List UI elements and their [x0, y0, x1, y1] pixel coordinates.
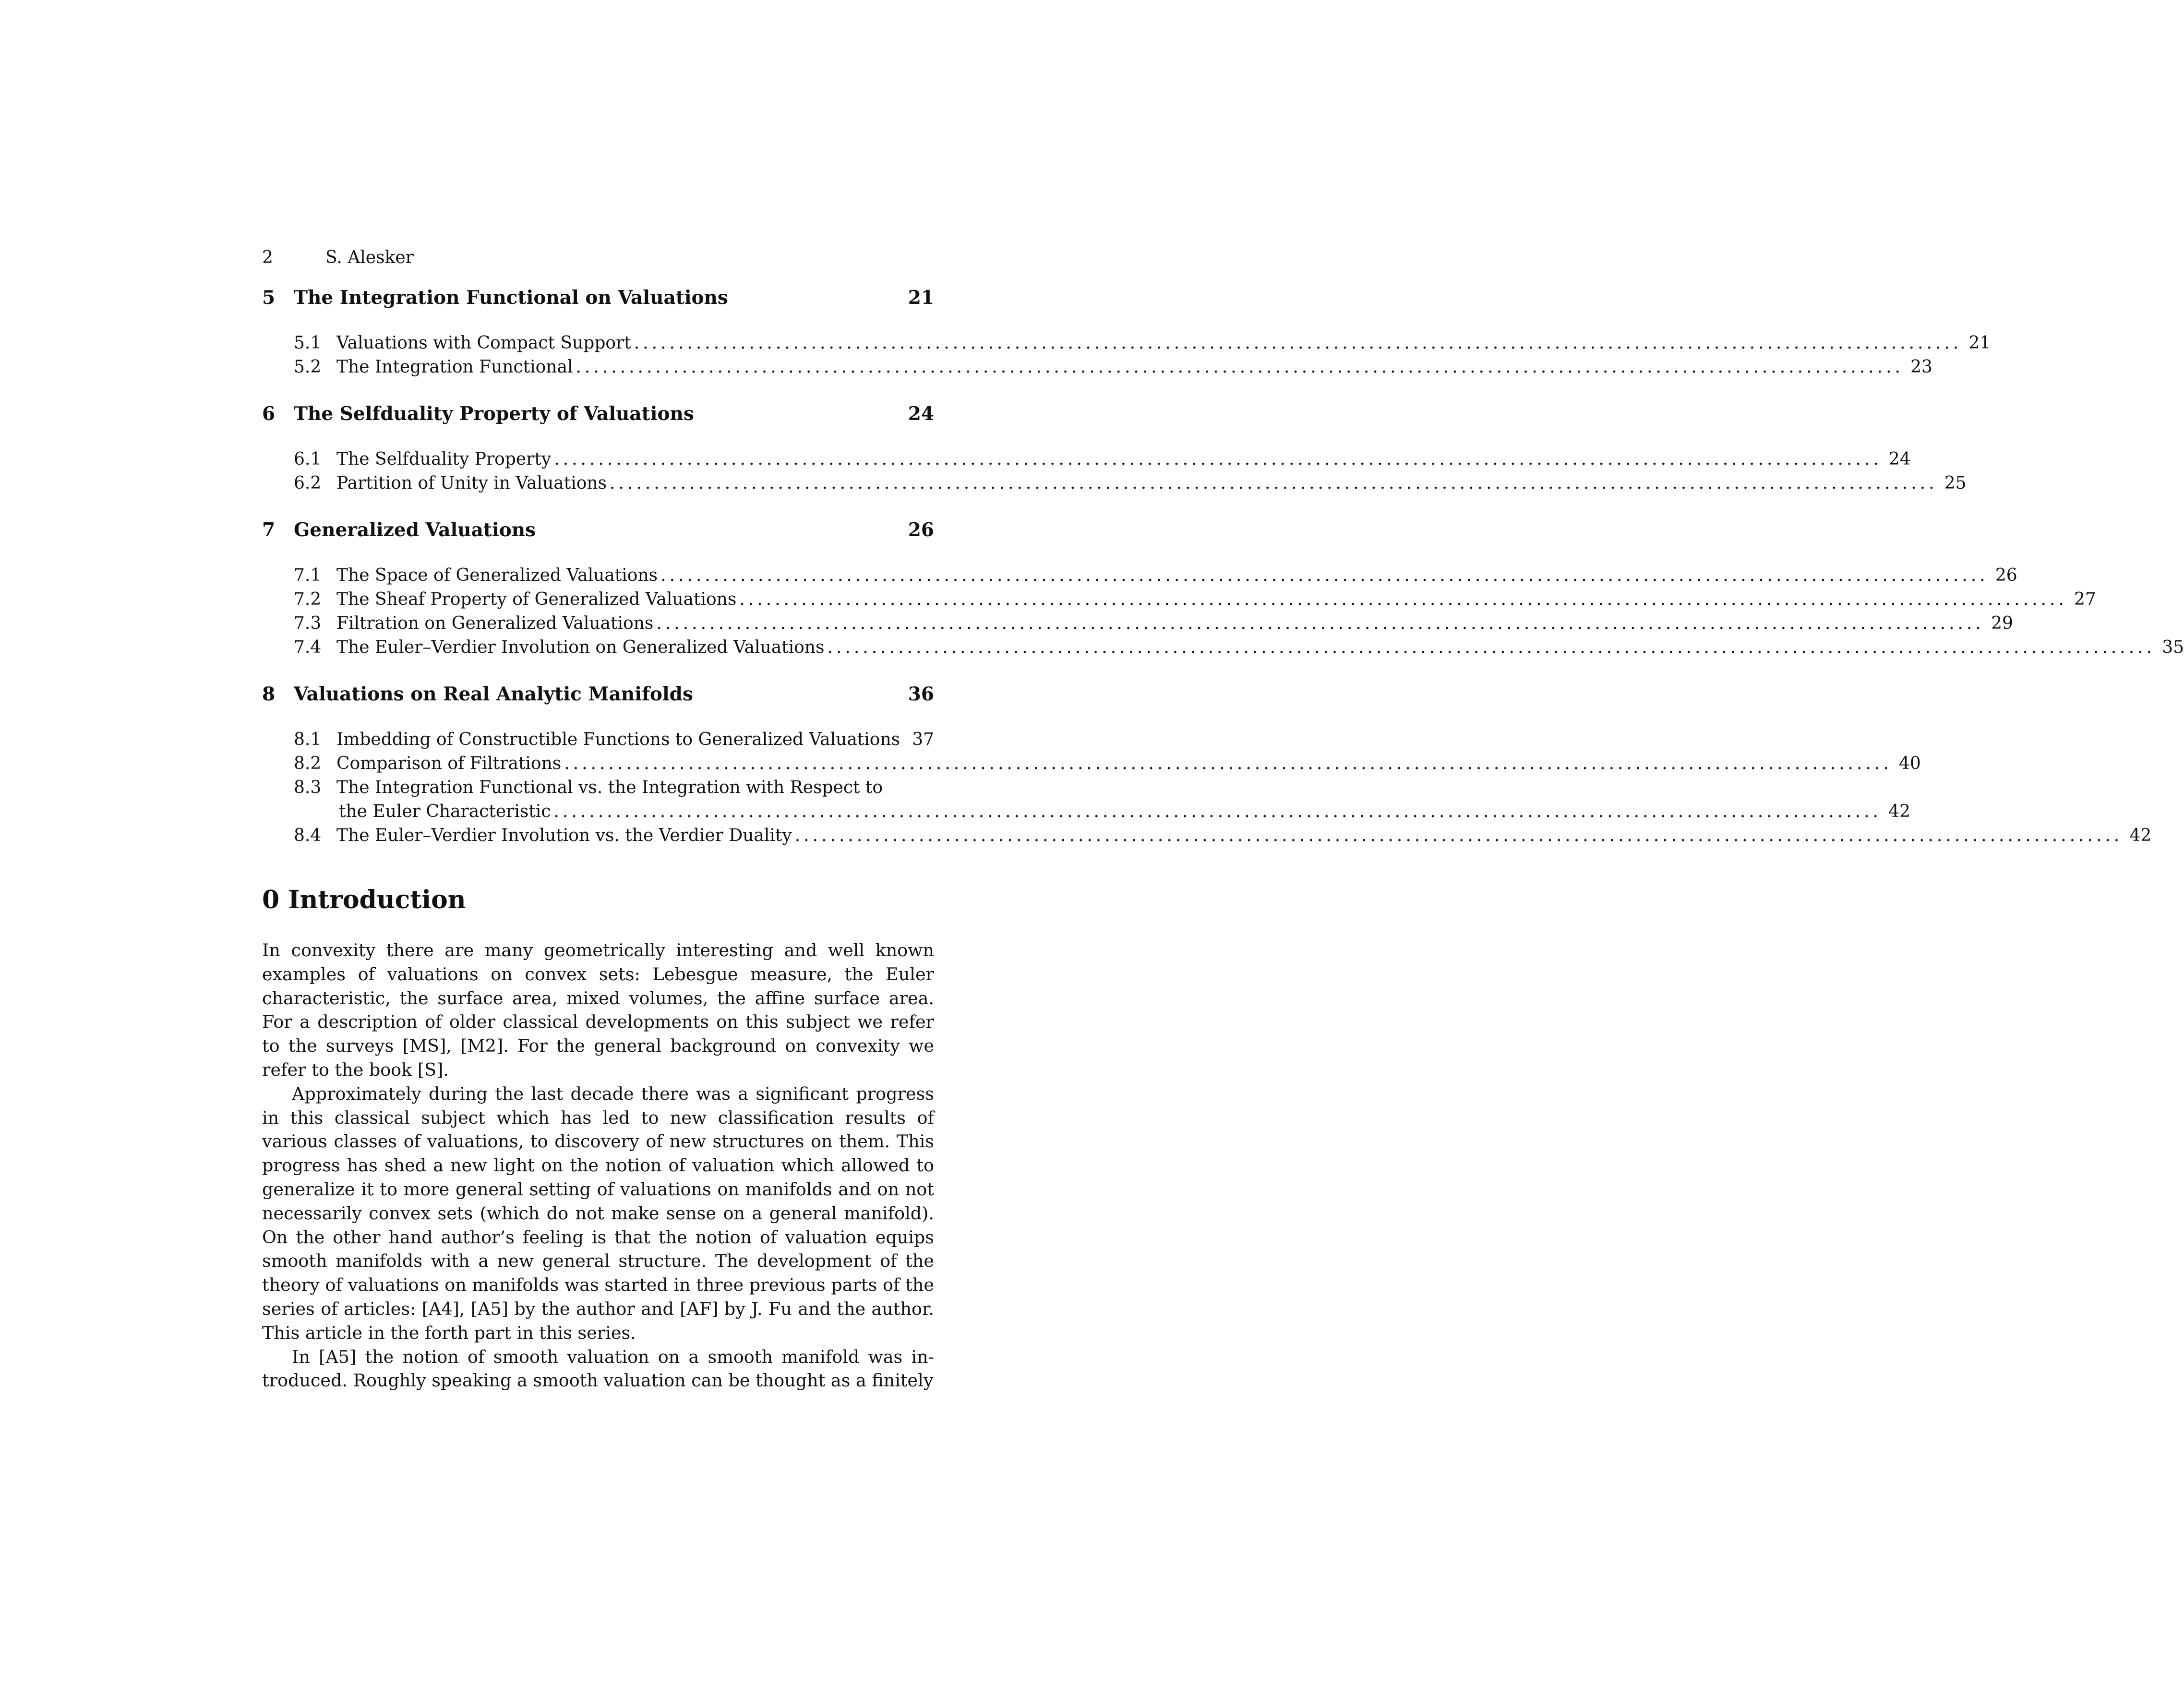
- toc-chapter-page: 24: [908, 403, 934, 425]
- toc-section[interactable]: [262, 636, 2184, 660]
- toc-dot-leader: ......................................................................................................................................................: [553, 802, 1882, 821]
- toc-section-title: The Sheaf Property of Generalized Valuations: [336, 589, 737, 609]
- toc-section-page: 29: [1991, 613, 2013, 633]
- toc-chapter-title: Generalized Valuations: [294, 519, 536, 541]
- toc-section[interactable]: [262, 752, 1921, 776]
- paragraph: Approximately during the last decade there was a significant progress in this classical subject which has led to new classification results of various classes of valuations, to discovery of new structures on them. This progress has shed a new light on the notion of valuation which allowed to generalize it to more general setting of valuations on manifolds and on not necessarily convex sets (which do not make sense on a general manifold). On the other hand author’s feeling is that the notion of valuation equips smooth manifolds with a new general structure. The development of the theory of valuations on manifolds was started in three previous parts of the series of articles: [A4], [A5] by the author and [AF] by J. Fu and the author. This article in the forth part in this series.: [262, 1083, 934, 1343]
- toc-section[interactable]: [262, 612, 2013, 636]
- toc-chapter-page: 26: [908, 519, 934, 541]
- toc-section-number: 8.1: [294, 730, 322, 749]
- running-head: [262, 246, 934, 270]
- toc-section-title: Comparison of Filtrations: [336, 754, 562, 773]
- toc-section-number: 8.4: [294, 826, 322, 845]
- toc-section-number: 7.1: [294, 565, 322, 585]
- toc-dot-leader: ......................................................................................................................................................: [564, 754, 1892, 773]
- toc-section[interactable]: [262, 447, 1911, 471]
- toc-dot-leader: ......................................................................................................................................................: [794, 826, 2123, 845]
- toc-dot-leader: ......................................................................................................................................................: [739, 589, 2067, 609]
- toc-dot-leader: ......................................................................................................................................................: [610, 473, 1938, 493]
- toc-section-number: 8.2: [294, 754, 322, 773]
- toc-section[interactable]: [262, 588, 2096, 612]
- section-heading: 0 Introduction: [262, 885, 466, 914]
- toc-section-page: 37: [912, 730, 934, 749]
- toc-dot-leader: ......................................................................................................................................................: [554, 449, 1882, 469]
- toc-chapter-number: 5: [262, 287, 276, 309]
- toc-section[interactable]: [262, 355, 1932, 379]
- toc-section-page: 23: [1910, 357, 1932, 377]
- toc-section-title: Valuations with Compact Support: [336, 333, 631, 353]
- toc-chapter[interactable]: [262, 680, 934, 709]
- paragraph: In [A5] the notion of smooth valuation on a smooth manifold was introduced. Roughly speaking a smooth valuation can be thought as a finitely: [262, 1346, 934, 1391]
- toc-chapter-number: 8: [262, 683, 276, 705]
- toc-section-number: 7.3: [294, 613, 322, 633]
- toc-chapter[interactable]: [262, 283, 934, 312]
- toc-section-title: Partition of Unity in Valuations: [336, 473, 607, 493]
- toc-section-page: 25: [1944, 473, 1967, 493]
- toc-dot-leader: ......................................................................................................................................................: [576, 357, 1904, 377]
- toc-section-title: The Integration Functional: [336, 357, 573, 377]
- toc-chapter[interactable]: [262, 516, 934, 544]
- toc-chapter-page: 36: [908, 683, 934, 705]
- toc-section[interactable]: [262, 824, 2152, 848]
- toc-section-title: The Euler–Verdier Involution vs. the Verdier Duality: [336, 826, 792, 845]
- toc-section-page: 21: [1968, 333, 1991, 353]
- toc-section-list: [262, 564, 2184, 660]
- toc-section-number: 7.4: [294, 638, 322, 657]
- toc-section-page: 42: [2129, 826, 2152, 845]
- toc-chapter-title: The Integration Functional on Valuations: [294, 287, 728, 309]
- running-head-author: S. Alesker: [325, 248, 414, 267]
- toc-dot-leader: ......................................................................................................................................................: [634, 333, 1962, 353]
- toc-section[interactable]: [262, 776, 1910, 824]
- table-of-contents: [262, 283, 2184, 848]
- toc-section-number: 5.1: [294, 333, 322, 353]
- body-text: [262, 938, 934, 1393]
- toc-section-title-continued: the Euler Characteristic: [339, 802, 551, 821]
- toc-section[interactable]: [262, 331, 1991, 355]
- toc-chapter-number: 6: [262, 403, 276, 425]
- toc-section-number: 5.2: [294, 357, 322, 377]
- toc-section-page: 42: [1888, 802, 1910, 821]
- toc-section-list: [262, 331, 1991, 379]
- paragraph: In convexity there are many geometrically interesting and well known examples of valuations on convex sets: Lebesgue measure, the Euler characteristic, the surface area, mixed volumes, the affine surface area. For a description of older classical developments on this subject we refer to the surveys [MS], [M2]. For the general background on convexity we refer to the book [S].: [262, 940, 934, 1080]
- toc-section-number: 7.2: [294, 589, 322, 609]
- toc-section-page: 35: [2162, 638, 2184, 657]
- toc-dot-leader: ......................................................................................................................................................: [656, 613, 1984, 633]
- toc-section-title: Imbedding of Constructible Functions to Generalized Valuations: [336, 730, 900, 749]
- toc-section-title: The Space of Generalized Valuations: [336, 565, 658, 585]
- toc-section-title: Filtration on Generalized Valuations: [336, 613, 654, 633]
- toc-dot-leader: ......................................................................................................................................................: [827, 638, 2156, 657]
- toc-section-title: The Integration Functional vs. the Integration with Respect to: [336, 778, 883, 797]
- toc-section-number: 8.3: [294, 778, 322, 797]
- toc-chapter[interactable]: [262, 399, 934, 428]
- toc-section[interactable]: [262, 471, 1967, 495]
- toc-section-page: 24: [1888, 449, 1911, 469]
- toc-section[interactable]: [262, 728, 934, 752]
- toc-chapter-title: The Selfduality Property of Valuations: [294, 403, 694, 425]
- toc-section-number: 6.1: [294, 449, 322, 469]
- toc-section-title: The Selfduality Property: [336, 449, 552, 469]
- toc-section-list: [262, 447, 1967, 495]
- toc-chapter-number: 7: [262, 519, 276, 541]
- page-number: 2: [262, 248, 273, 267]
- toc-section-number: 6.2: [294, 473, 322, 493]
- toc-section[interactable]: [262, 564, 2017, 588]
- toc-section-page: 40: [1898, 754, 1921, 773]
- toc-section-page: 27: [2074, 589, 2096, 609]
- toc-section-title: The Euler–Verdier Involution on Generalized Valuations: [336, 638, 825, 657]
- toc-section-page: 26: [1995, 565, 2017, 585]
- toc-section-list: [262, 728, 2152, 848]
- toc-dot-leader: ......................................................................................................................................................: [660, 565, 1989, 585]
- toc-chapter-page: 21: [908, 287, 934, 309]
- toc-chapter-title: Valuations on Real Analytic Manifolds: [294, 683, 693, 705]
